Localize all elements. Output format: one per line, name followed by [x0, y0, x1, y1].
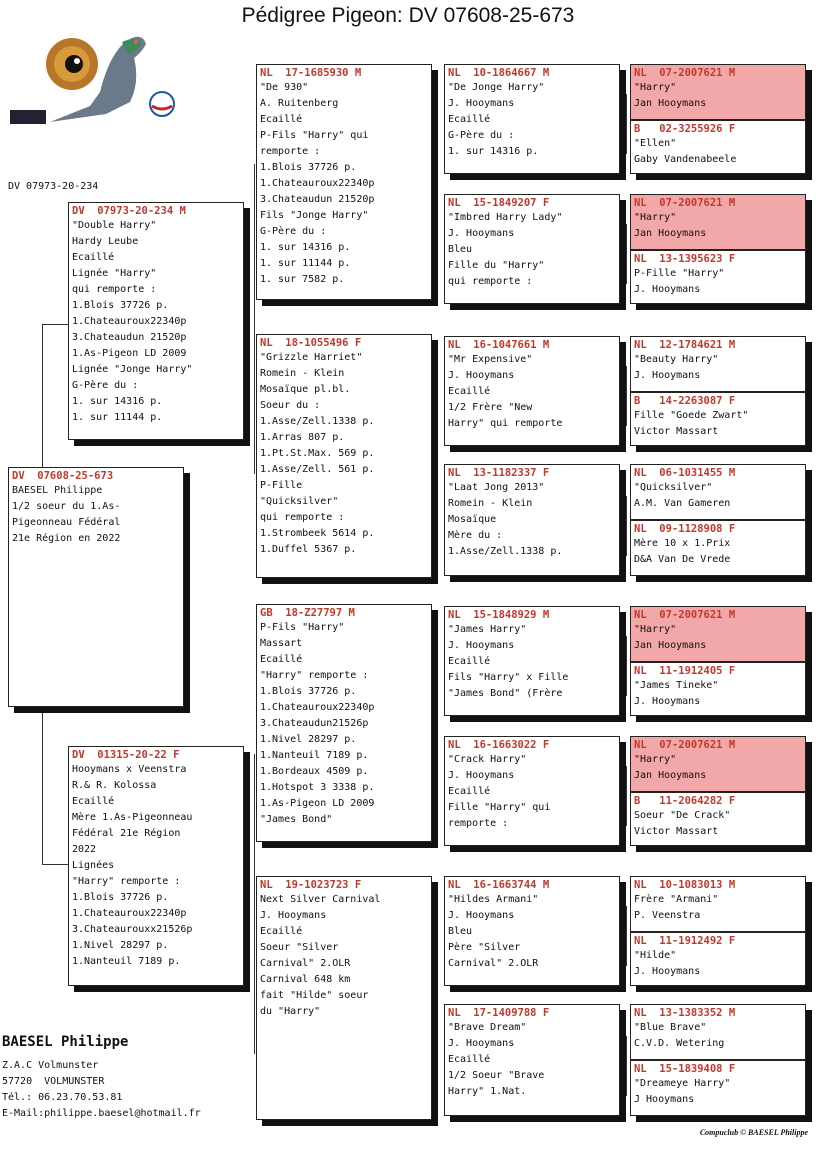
- card-line: 1.Blois 37726 p.: [72, 300, 169, 311]
- connector-line: [434, 660, 435, 792]
- card-line: Mère 1.As-Pigeonneau: [72, 812, 193, 823]
- card-line: qui remporte :: [448, 276, 533, 287]
- card-line: J. Hooymans: [448, 370, 515, 381]
- breeder-address: Z.A.C Volmunster: [2, 1060, 99, 1071]
- ring-number: NL 18-1055496 F: [260, 337, 362, 349]
- card-line: D&A Van De Vrede: [634, 554, 731, 565]
- ring-number: NL 09-1128908 F: [634, 523, 736, 535]
- card-line: Ecaillé: [448, 786, 491, 797]
- card-line: 2022: [72, 844, 97, 855]
- footer-credit: Compuclub © BAESEL Philippe: [699, 1128, 808, 1137]
- card-line: Fille du "Harry": [448, 260, 545, 271]
- ring-number: NL 13-1395623 F: [634, 253, 736, 265]
- connector-line: [626, 224, 627, 284]
- ring-number: GB 18-Z27797 M: [260, 607, 355, 619]
- card-line: Jan Hooymans: [634, 770, 707, 781]
- card-line: Hardy Leube: [72, 236, 139, 247]
- connector-line: [254, 164, 255, 474]
- card-line: J. Hooymans: [448, 1038, 515, 1049]
- card-line: P. Veenstra: [634, 910, 701, 921]
- ring-number: NL 17-1685930 M: [260, 67, 362, 79]
- card-line: Ecaillé: [448, 386, 491, 397]
- card-line: qui remporte :: [72, 284, 157, 295]
- card-line: "Quicksilver": [634, 482, 713, 493]
- ring-number: DV 07608-25-673: [12, 470, 114, 482]
- page-title: Pédigree Pigeon: DV 07608-25-673: [241, 4, 575, 27]
- card-line: remporte :: [260, 146, 321, 157]
- ring-number: DV 07973-20-234 M: [72, 205, 186, 217]
- ring-number: DV 01315-20-22 F: [72, 749, 180, 761]
- card-line: "Ellen": [634, 138, 677, 149]
- gen4-card-female[interactable]: [630, 932, 806, 986]
- connector-line: [626, 766, 627, 826]
- card-line: "Harry": [634, 212, 677, 223]
- card-line: Ecaillé: [260, 114, 303, 125]
- card-line: Romein - Klein: [448, 498, 533, 509]
- card-line: Carnival 648 km: [260, 974, 351, 985]
- card-line: "Grizzle Harriet": [260, 352, 363, 363]
- gen4-card-male[interactable]: [630, 336, 806, 392]
- card-line: remporte :: [448, 818, 509, 829]
- card-line: Jan Hooymans: [634, 640, 707, 651]
- card-line: P-Fils "Harry": [260, 622, 345, 633]
- card-line: Ecaillé: [72, 252, 115, 263]
- card-line: 1.Chateauroux22340p: [260, 178, 375, 189]
- card-line: R.& R. Kolossa: [72, 780, 157, 791]
- card-line: J Hooymans: [634, 1094, 695, 1105]
- card-line: 1.Asse/Zell.1338 p.: [448, 546, 563, 557]
- great-grandparent-card[interactable]: [444, 876, 620, 986]
- card-line: Harry" 1.Nat.: [448, 1086, 527, 1097]
- card-line: Massart: [260, 638, 303, 649]
- card-line: Bleu: [448, 244, 473, 255]
- card-line: "Harry": [634, 754, 677, 765]
- ring-number: NL 16-1047661 M: [448, 339, 550, 351]
- card-line: "James Bond": [260, 814, 333, 825]
- great-grandparent-card[interactable]: [444, 736, 620, 846]
- card-line: 1.Chateauroux22340p: [72, 908, 187, 919]
- card-line: Mosaïque: [448, 514, 497, 525]
- great-grandparent-card[interactable]: [444, 64, 620, 174]
- ring-number: B 02-3255926 F: [634, 123, 736, 135]
- card-line: "James Tineke": [634, 680, 719, 691]
- card-line: 3.Chateaudun21526p: [260, 718, 369, 729]
- card-line: G-Père du :: [448, 130, 515, 141]
- card-line: Soeur du :: [260, 400, 321, 411]
- card-line: J. Hooymans: [634, 370, 701, 381]
- gen4-card-female[interactable]: [630, 662, 806, 716]
- card-line: Fils "Harry" x Fille: [448, 672, 569, 683]
- breeder-email[interactable]: E-Mail:philippe.baesel@hotmail.fr: [2, 1108, 201, 1119]
- card-line: Mosaïque pl.bl.: [260, 384, 351, 395]
- ring-number: NL 13-1383352 M: [634, 1007, 736, 1019]
- ring-number: NL 13-1182337 F: [448, 467, 550, 479]
- ring-number: NL 10-1864667 M: [448, 67, 550, 79]
- grandparent-card[interactable]: [256, 604, 432, 842]
- grandparent-card[interactable]: [256, 876, 432, 1120]
- card-line: Harry" qui remporte: [448, 418, 563, 429]
- card-line: "Imbred Harry Lady": [448, 212, 563, 223]
- card-line: Ecaillé: [448, 1054, 491, 1065]
- card-line: "Hildes Armani": [448, 894, 539, 905]
- great-grandparent-card[interactable]: [444, 606, 620, 716]
- card-line: P-Fille: [260, 480, 303, 491]
- card-line: Carnival" 2.OLR: [448, 958, 539, 969]
- card-line: "Harry" remporte :: [260, 670, 369, 681]
- card-line: 3.Chateaudun 21520p: [260, 194, 375, 205]
- card-line: 1.Hotspot 3 3338 p.: [260, 782, 375, 793]
- connector-line: [626, 636, 627, 696]
- ring-number: NL 19-1023723 F: [260, 879, 362, 891]
- ring-number: NL 16-1663744 M: [448, 879, 550, 891]
- card-line: Ecaillé: [448, 656, 491, 667]
- ring-number: NL 07-2007621 M: [634, 197, 736, 209]
- card-line: Fille "Harry" qui: [448, 802, 551, 813]
- card-line: J. Hooymans: [634, 284, 701, 295]
- connector-line: [42, 324, 43, 470]
- card-line: 1.Blois 37726 p.: [72, 892, 169, 903]
- card-line: "Hilde": [634, 950, 677, 961]
- card-line: 3.Chateaudun 21520p: [72, 332, 187, 343]
- card-line: 1.Nivel 28297 p.: [260, 734, 357, 745]
- card-line: Carnival" 2.OLR: [260, 958, 351, 969]
- gen4-card-female[interactable]: [630, 250, 806, 304]
- card-line: 1.Nanteuil 7189 p.: [260, 750, 369, 761]
- card-line: 21e Région en 2022: [12, 533, 121, 544]
- ring-number: NL 15-1839408 F: [634, 1063, 736, 1075]
- card-line: 1. sur 14316 p.: [72, 396, 163, 407]
- card-line: "Harry" remporte :: [72, 876, 181, 887]
- card-line: G-Père du :: [260, 226, 327, 237]
- card-line: Victor Massart: [634, 426, 719, 437]
- connector-line: [42, 324, 70, 325]
- card-line: Next Silver Carnival: [260, 894, 381, 905]
- card-line: 3.Chateaurouxx21526p: [72, 924, 193, 935]
- card-line: Ecaillé: [448, 114, 491, 125]
- card-line: Bleu: [448, 926, 473, 937]
- card-line: 1.Asse/Zell. 561 p.: [260, 464, 375, 475]
- card-line: Romein - Klein: [260, 368, 345, 379]
- card-line: 1. sur 11144 p.: [260, 258, 351, 269]
- card-line: A.M. Van Gameren: [634, 498, 731, 509]
- card-line: "James Bond" (Frère: [448, 688, 563, 699]
- card-line: Fils "Jonge Harry": [260, 210, 369, 221]
- great-grandparent-card[interactable]: [444, 336, 620, 446]
- ring-number: NL 10-1083013 M: [634, 879, 736, 891]
- connector-line: [42, 712, 43, 864]
- card-line: Soeur "De Crack": [634, 810, 731, 821]
- card-line: 1.As-Pigeon LD 2009: [72, 348, 187, 359]
- card-line: qui remporte :: [260, 512, 345, 523]
- card-line: 1.Nanteuil 7189 p.: [72, 956, 181, 967]
- card-line: 1.Pt.St.Max. 569 p.: [260, 448, 375, 459]
- card-line: Jan Hooymans: [634, 98, 707, 109]
- pedigree-ref: DV 07973-20-234: [8, 181, 99, 192]
- card-line: "Harry": [634, 624, 677, 635]
- card-line: BAESEL Philippe: [12, 485, 103, 496]
- gen4-card-female[interactable]: [630, 1060, 806, 1116]
- card-line: Fille "Goede Zwart": [634, 410, 749, 421]
- card-line: "James Harry": [448, 624, 527, 635]
- breeder-name: BAESEL Philippe: [2, 1034, 129, 1050]
- card-line: "Brave Dream": [448, 1022, 527, 1033]
- breeder-phone: Tél.: 06.23.70.53.81: [2, 1092, 123, 1103]
- card-line: Ecaillé: [260, 654, 303, 665]
- card-line: Fédéral 21e Région: [72, 828, 181, 839]
- card-line: J. Hooymans: [448, 98, 515, 109]
- mother-card[interactable]: [68, 746, 244, 986]
- logo: [10, 22, 176, 128]
- gen4-card-female[interactable]: [630, 520, 806, 576]
- card-line: 1.Chateauroux22340p: [72, 316, 187, 327]
- card-line: 1.Bordeaux 4509 p.: [260, 766, 369, 777]
- card-line: Hooymans x Veenstra: [72, 764, 187, 775]
- ring-number: NL 07-2007621 M: [634, 67, 736, 79]
- card-line: Jan Hooymans: [634, 228, 707, 239]
- connector-line: [626, 906, 627, 966]
- card-line: "De Jonge Harry": [448, 82, 545, 93]
- father-card[interactable]: [68, 202, 244, 440]
- card-line: P-Fille "Harry": [634, 268, 725, 279]
- connector-line: [434, 934, 435, 1054]
- grandparent-card[interactable]: [256, 334, 432, 578]
- card-line: Lignée "Harry": [72, 268, 157, 279]
- gen4-card-female[interactable]: [630, 792, 806, 846]
- card-line: "Dreameye Harry": [634, 1078, 731, 1089]
- ring-number: NL 06-1031455 M: [634, 467, 736, 479]
- gen4-card-male[interactable]: [630, 1004, 806, 1060]
- connector-line: [42, 864, 70, 865]
- pigeon-logo-icon: [10, 22, 176, 128]
- card-line: fait "Hilde" soeur: [260, 990, 369, 1001]
- great-grandparent-card[interactable]: [444, 194, 620, 304]
- gen4-card-male[interactable]: [630, 606, 806, 662]
- great-grandparent-card[interactable]: [444, 464, 620, 576]
- connector-line: [254, 754, 255, 1054]
- card-line: Pigeonneau Fédéral: [12, 517, 121, 528]
- gen4-card-male[interactable]: [630, 876, 806, 932]
- card-line: "Double Harry": [72, 220, 157, 231]
- card-line: J. Hooymans: [448, 228, 515, 239]
- card-line: 1.Nivel 28297 p.: [72, 940, 169, 951]
- gen4-card-female[interactable]: [630, 392, 806, 446]
- card-line: G-Père du :: [72, 380, 139, 391]
- card-line: "Blue Brave": [634, 1022, 707, 1033]
- ring-number: NL 12-1784621 M: [634, 339, 736, 351]
- card-line: 1.Duffel 5367 p.: [260, 544, 357, 555]
- ring-number: NL 16-1663022 F: [448, 739, 550, 751]
- card-line: 1.Blois 37726 p.: [260, 162, 357, 173]
- ring-number: NL 15-1849207 F: [448, 197, 550, 209]
- card-line: "Mr Expensive": [448, 354, 533, 365]
- card-line: Frère "Armani": [634, 894, 719, 905]
- connector-line: [626, 94, 627, 154]
- card-line: J. Hooymans: [634, 696, 701, 707]
- card-line: A. Ruitenberg: [260, 98, 339, 109]
- card-line: du "Harry": [260, 1006, 321, 1017]
- card-line: 1/2 Soeur "Brave: [448, 1070, 545, 1081]
- card-line: 1/2 Frère "New: [448, 402, 533, 413]
- card-line: "Laat Jong 2013": [448, 482, 545, 493]
- card-line: 1. sur 14316 p.: [260, 242, 351, 253]
- card-line: "Quicksilver": [260, 496, 339, 507]
- card-line: J. Hooymans: [260, 910, 327, 921]
- card-line: 1. sur 7582 p.: [260, 274, 345, 285]
- card-line: Gaby Vandenabeele: [634, 154, 737, 165]
- card-line: "Harry": [634, 82, 677, 93]
- ring-number: NL 11-1912492 F: [634, 935, 736, 947]
- ring-number: NL 17-1409788 F: [448, 1007, 550, 1019]
- gen4-card-female[interactable]: [630, 120, 806, 174]
- card-line: 1.Blois 37726 p.: [260, 686, 357, 697]
- card-line: Ecaillé: [260, 926, 303, 937]
- card-line: 1.Asse/Zell.1338 p.: [260, 416, 375, 427]
- connector-line: [626, 366, 627, 426]
- card-line: Ecaillé: [72, 796, 115, 807]
- card-line: 1.Arras 807 p.: [260, 432, 345, 443]
- connector-line: [434, 120, 435, 240]
- card-line: 1. sur 14316 p.: [448, 146, 539, 157]
- card-line: 1.As-Pigeon LD 2009: [260, 798, 375, 809]
- card-line: Soeur "Silver: [260, 942, 339, 953]
- breeder-city: 57720 VOLMUNSTER: [2, 1076, 105, 1087]
- card-line: 1/2 soeur du 1.As-: [12, 501, 121, 512]
- card-line: 1. sur 11144 p.: [72, 412, 163, 423]
- gen4-card-male[interactable]: [630, 464, 806, 520]
- card-line: 1.Strombeek 5614 p.: [260, 528, 375, 539]
- card-line: J. Hooymans: [448, 770, 515, 781]
- gen4-card-male[interactable]: [630, 194, 806, 250]
- card-line: Mère 10 x 1.Prix: [634, 538, 731, 549]
- ring-number: NL 11-1912405 F: [634, 665, 736, 677]
- card-line: J. Hooymans: [448, 910, 515, 921]
- connector-line: [626, 496, 627, 556]
- card-line: Victor Massart: [634, 826, 719, 837]
- card-line: "Beauty Harry": [634, 354, 719, 365]
- great-grandparent-card[interactable]: [444, 1004, 620, 1116]
- card-line: "Crack Harry": [448, 754, 527, 765]
- card-line: J. Hooymans: [634, 966, 701, 977]
- card-line: Père "Silver: [448, 942, 521, 953]
- grandparent-card[interactable]: [256, 64, 432, 300]
- subject-card[interactable]: [8, 467, 184, 707]
- gen4-card-male[interactable]: [630, 736, 806, 792]
- card-line: J. Hooymans: [448, 640, 515, 651]
- ring-number: B 11-2064282 F: [634, 795, 736, 807]
- card-line: P-Fils "Harry" qui: [260, 130, 369, 141]
- card-line: Lignées: [72, 860, 115, 871]
- card-line: C.V.D. Wetering: [634, 1038, 725, 1049]
- card-line: 1.Chateauroux22340p: [260, 702, 375, 713]
- card-line: "De 930": [260, 82, 309, 93]
- card-line: Lignée "Jonge Harry": [72, 364, 193, 375]
- ring-number: B 14-2263087 F: [634, 395, 736, 407]
- connector-line: [626, 1036, 627, 1096]
- ring-number: NL 15-1848929 M: [448, 609, 550, 621]
- ring-number: NL 07-2007621 M: [634, 739, 736, 751]
- gen4-card-male[interactable]: [630, 64, 806, 120]
- ring-number: NL 07-2007621 M: [634, 609, 736, 621]
- connector-line: [434, 392, 435, 516]
- card-line: Mère du :: [448, 530, 503, 541]
